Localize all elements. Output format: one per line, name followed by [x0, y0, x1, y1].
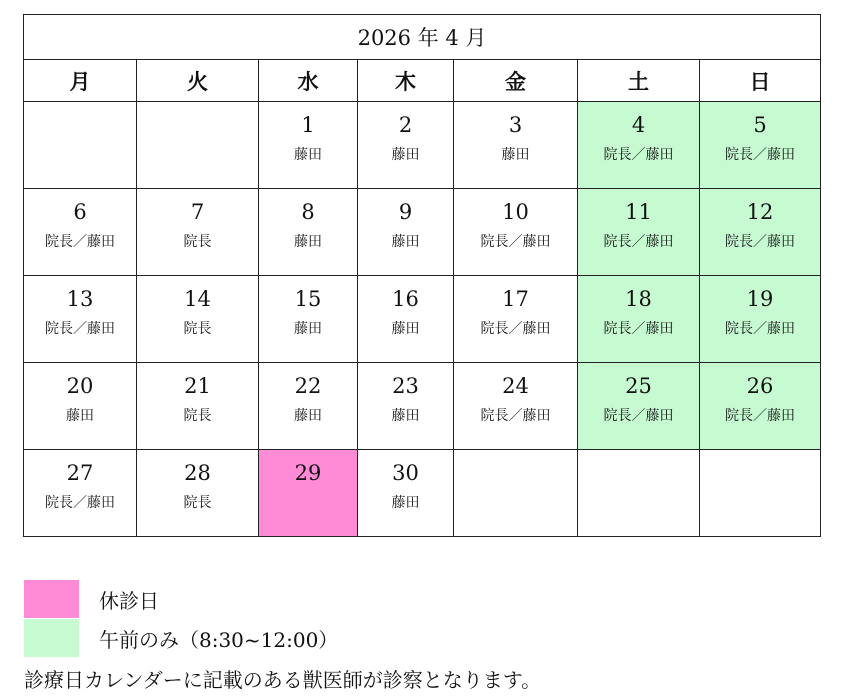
empty-day-cell: [137, 102, 259, 189]
doctor-label: 院長／藤田: [725, 408, 795, 424]
day-cell: [259, 363, 358, 450]
weekday-sat: 土: [578, 60, 700, 102]
weekday-tue: 火: [137, 60, 259, 102]
legend-morning: [24, 619, 338, 657]
morning-label-text: 午前のみ: [99, 627, 179, 652]
doctor-label: 院長／藤田: [480, 408, 551, 424]
doctor-label: 院長／藤田: [725, 147, 795, 163]
day-cell: [700, 276, 821, 363]
doctor-label: 藤田: [391, 234, 420, 250]
day-number: 19: [746, 287, 774, 311]
weekday-sun: 日: [700, 60, 821, 102]
doctor-label: 院長／藤田: [603, 321, 674, 337]
day-cell: [578, 363, 700, 450]
empty-day-cell: [24, 102, 137, 189]
doctor-label: 藤田: [391, 147, 420, 163]
day-number: 22: [294, 374, 322, 398]
empty-day-cell: [454, 450, 578, 537]
doctor-label: 藤田: [294, 408, 322, 424]
calendar-table: [23, 14, 821, 537]
doctor-label: 院長／藤田: [603, 234, 674, 250]
day-number: 12: [746, 200, 774, 224]
day-number: 2: [398, 113, 413, 137]
morning-swatch: [24, 619, 79, 657]
empty-day-cell: [578, 450, 700, 537]
doctor-label: 藤田: [391, 495, 420, 511]
day-cell: [454, 102, 578, 189]
doctor-label: 院長／藤田: [480, 234, 551, 250]
day-cell: [24, 189, 137, 276]
day-cell: [259, 189, 358, 276]
doctor-label: 藤田: [66, 408, 94, 424]
closed-swatch: [24, 580, 79, 618]
day-number: 9: [398, 200, 413, 224]
closed-label: 休診日: [99, 588, 159, 613]
day-number: 14: [184, 287, 211, 311]
day-cell: [259, 102, 358, 189]
calendar-week-row: [24, 102, 821, 189]
day-number: 6: [73, 200, 87, 224]
day-cell: [358, 450, 454, 537]
day-cell: [137, 363, 259, 450]
doctor-label: 院長／藤田: [45, 321, 115, 337]
day-number: 5: [753, 113, 767, 137]
day-cell: [578, 189, 700, 276]
legend-closed: [24, 580, 159, 618]
day-cell: [700, 189, 821, 276]
day-cell: [700, 102, 821, 189]
day-cell: [137, 450, 259, 537]
calendar-title: 2026 年 4 月: [24, 15, 821, 60]
doctor-label: 院長: [183, 495, 212, 511]
weekday-header-row: [24, 60, 821, 102]
day-number: 28: [184, 461, 211, 485]
day-number: 17: [502, 287, 529, 311]
calendar-week-row: [24, 189, 821, 276]
day-number: 26: [746, 374, 774, 398]
morning-hours: （8:30~12:00）: [179, 627, 339, 652]
doctor-label: 院長／藤田: [603, 408, 674, 424]
doctor-label: 藤田: [391, 321, 420, 337]
weekday-wed: 水: [259, 60, 358, 102]
day-cell: [24, 363, 137, 450]
calendar-week-row: [24, 276, 821, 363]
day-number: 16: [392, 287, 419, 311]
day-number: 21: [184, 374, 211, 398]
day-number: 15: [294, 287, 322, 311]
doctor-label: 藤田: [294, 147, 322, 163]
doctor-label: 藤田: [294, 234, 322, 250]
day-cell: [137, 276, 259, 363]
day-number: 1: [301, 113, 315, 137]
day-number: 30: [392, 461, 419, 485]
doctor-label: 院長: [183, 321, 212, 337]
doctor-label: 藤田: [294, 321, 322, 337]
doctor-label: 院長／藤田: [603, 147, 674, 163]
doctor-label: 院長: [183, 408, 212, 424]
day-cell: [454, 189, 578, 276]
day-cell: [454, 276, 578, 363]
day-number: 25: [625, 374, 652, 398]
empty-day-cell: [700, 450, 821, 537]
doctor-label: 院長／藤田: [45, 495, 115, 511]
doctor-label: 藤田: [391, 408, 420, 424]
doctor-label: 院長／藤田: [480, 321, 551, 337]
doctor-label: 院長／藤田: [725, 321, 795, 337]
day-number: 3: [508, 113, 523, 137]
day-cell: [578, 102, 700, 189]
day-cell: [358, 363, 454, 450]
weekday-thu: 木: [358, 60, 454, 102]
day-cell: [454, 363, 578, 450]
day-cell: [259, 276, 358, 363]
day-number: 29: [294, 461, 322, 485]
doctor-label: 院長／藤田: [45, 234, 115, 250]
day-number: 4: [631, 113, 646, 137]
calendar-body: [24, 102, 821, 537]
day-cell: [578, 276, 700, 363]
day-number: 27: [66, 461, 94, 485]
day-number: 20: [66, 374, 94, 398]
calendar-week-row: [24, 450, 821, 537]
day-number: 10: [502, 200, 529, 224]
morning-label: [99, 624, 338, 653]
doctor-label: 院長: [183, 234, 212, 250]
weekday-mon: 月: [24, 60, 137, 102]
doctor-label: 藤田: [501, 147, 530, 163]
day-cell: [137, 189, 259, 276]
day-number: 24: [502, 374, 529, 398]
day-number: 18: [625, 287, 652, 311]
day-cell: [358, 276, 454, 363]
weekday-fri: 金: [454, 60, 578, 102]
calendar-week-row: [24, 363, 821, 450]
day-cell: [700, 363, 821, 450]
day-number: 11: [625, 200, 652, 224]
day-cell: [358, 189, 454, 276]
day-cell: [259, 450, 358, 537]
day-number: 13: [66, 287, 94, 311]
day-cell: [24, 276, 137, 363]
day-cell: [358, 102, 454, 189]
day-cell: [24, 450, 137, 537]
footer-note: 診療日カレンダーに記載のある獣医師が診察となります。: [24, 668, 542, 692]
doctor-label: 院長／藤田: [725, 234, 795, 250]
day-number: 23: [392, 374, 419, 398]
day-number: 7: [190, 200, 205, 224]
day-number: 8: [301, 200, 315, 224]
